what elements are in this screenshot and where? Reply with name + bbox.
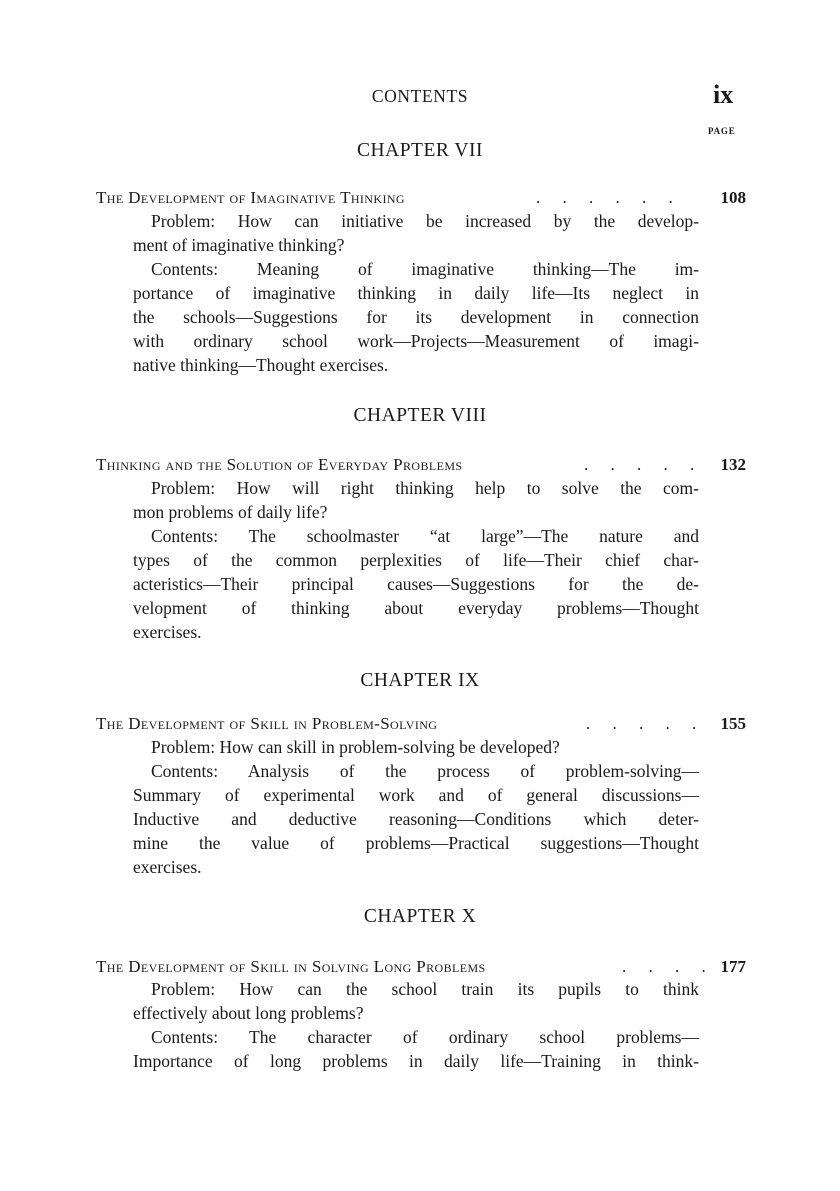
leader-dots: . . . . (622, 957, 715, 976)
toc-entry (96, 455, 746, 477)
leader-dots: . . . . . (584, 455, 704, 474)
running-head: CONTENTS (371, 86, 469, 106)
chapter-contents-line: Contents: Meaning of imaginative thinking—The im- (151, 259, 699, 279)
chapter-contents-line: with ordinary school work—Projects—Measurement of imagi- (133, 331, 699, 351)
chapter-problem-line: Problem: How will right thinking help to solve the com- (151, 478, 699, 498)
chapter-contents-line: exercises. (133, 857, 202, 877)
chapter-page-number: 155 (720, 714, 746, 733)
leader-dots: . . . . . . (536, 188, 682, 207)
chapter-heading: CHAPTER VIII (353, 405, 487, 426)
chapter-problem-line: mon problems of daily life? (133, 502, 328, 522)
chapter-page-number: 108 (720, 188, 746, 207)
chapter-page-number: 177 (720, 957, 746, 976)
chapter-title: The Development of Imaginative Thinking (96, 188, 405, 207)
chapter-problem-line: Problem: How can skill in problem-solving be developed? (151, 737, 560, 757)
chapter-contents-line: types of the common perplexities of life—Their chief char- (133, 550, 699, 570)
chapter-problem-line: effectively about long problems? (133, 1003, 364, 1023)
chapter-problem-line: Problem: How can the school train its pupils to think (151, 979, 699, 999)
chapter-problem-line: ment of imaginative thinking? (133, 235, 345, 255)
toc-entry (96, 957, 746, 979)
chapter-contents-line: mine the value of problems—Practical suggestions—Thought (133, 833, 699, 853)
chapter-contents-line: portance of imaginative thinking in daily life—Its neglect in (133, 283, 699, 303)
chapter-contents-line: Contents: The character of ordinary school problems— (151, 1027, 699, 1047)
chapter-contents-line: Contents: Analysis of the process of problem-solving— (151, 761, 699, 781)
chapter-contents-line: acteristics—Their principal causes—Suggestions for the de- (133, 574, 699, 594)
chapter-contents-line: Inductive and deductive reasoning—Conditions which deter- (133, 809, 699, 829)
chapter-contents-line: velopment of thinking about everyday problems—Thought (133, 598, 699, 618)
chapter-heading: CHAPTER VII (357, 140, 483, 161)
page-column-label: PAGE (708, 126, 736, 136)
leader-dots: . . . . . (586, 714, 706, 733)
chapter-contents-line: native thinking—Thought exercises. (133, 355, 389, 375)
chapter-heading: CHAPTER X (363, 906, 477, 927)
toc-entry (96, 188, 746, 210)
page-number: ix (713, 80, 734, 109)
chapter-title: The Development of Skill in Solving Long Problems (96, 957, 486, 976)
chapter-contents-line: exercises. (133, 622, 202, 642)
chapter-title: The Development of Skill in Problem-Solving (96, 714, 438, 733)
chapter-contents-line: Contents: The schoolmaster “at large”—The nature and (151, 526, 699, 546)
chapter-title: Thinking and the Solution of Everyday Problems (96, 455, 463, 474)
chapter-contents-line: Importance of long problems in daily life—Training in think- (133, 1051, 699, 1071)
chapter-contents-line: Summary of experimental work and of general discussions— (133, 785, 699, 805)
toc-entry (96, 714, 746, 736)
chapter-heading: CHAPTER IX (360, 670, 480, 691)
chapter-page-number: 132 (720, 455, 746, 474)
chapter-problem-line: Problem: How can initiative be increased by the develop- (151, 211, 699, 231)
chapter-contents-line: the schools—Suggestions for its development in connection (133, 307, 699, 327)
